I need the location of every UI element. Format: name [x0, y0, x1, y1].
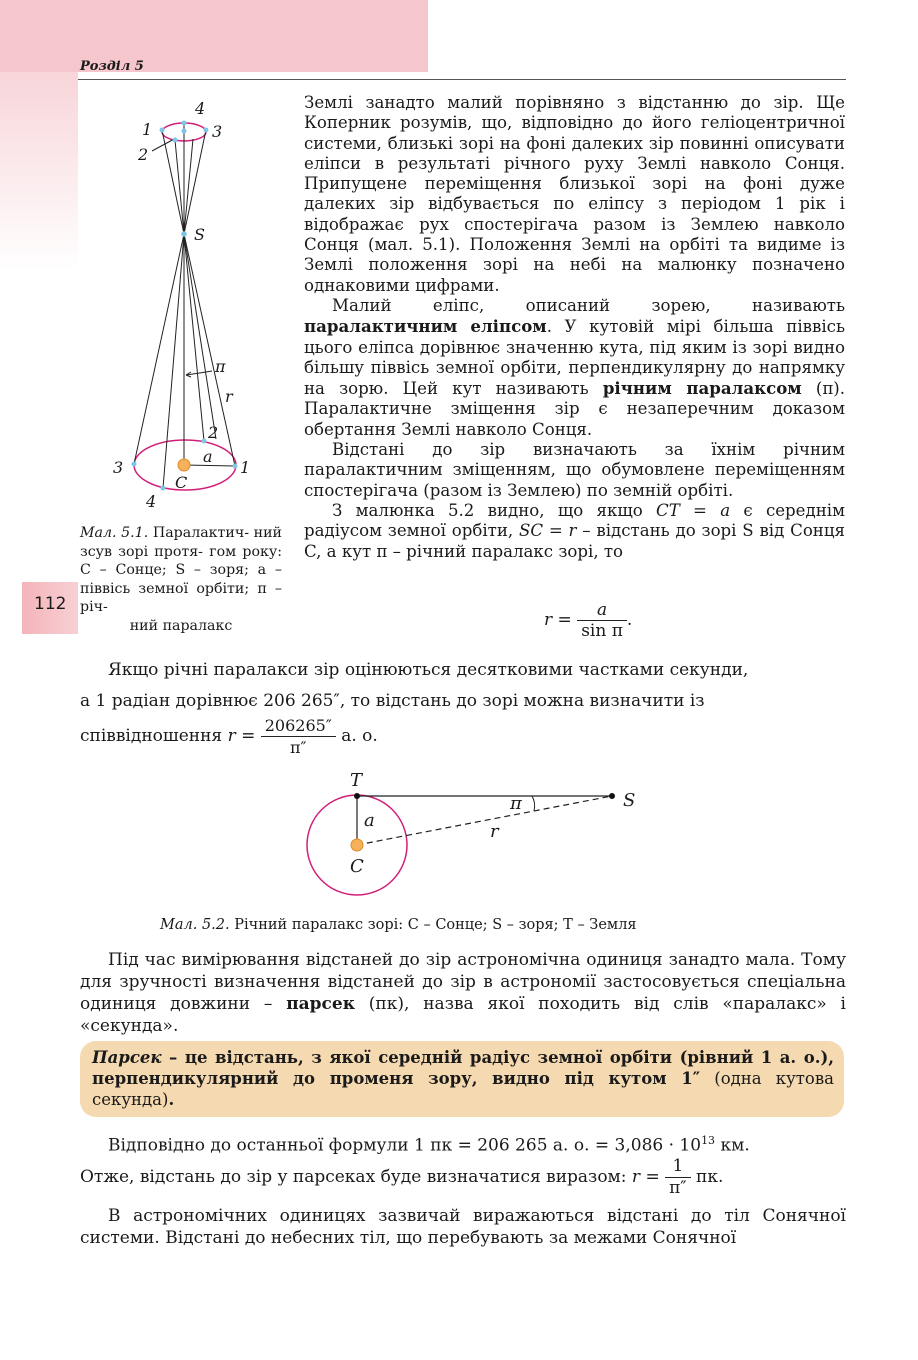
label-bot-4: 4: [146, 492, 157, 511]
label-pi: π: [510, 793, 522, 814]
label-bot-3: 3: [113, 458, 124, 477]
figure-5-2-caption: Мал. 5.2. Річний паралакс зорі: C – Сонце; S – зоря; T – Земля: [160, 917, 637, 933]
sun-dot: [178, 459, 190, 471]
therefore-line: Отже, відстань до зір у парсеках буде визначатися виразом: r = $\frac{1}{\pi''}$ пк.: [80, 1156, 724, 1198]
label-s: S: [623, 790, 636, 811]
label-top-3: 3: [212, 122, 223, 141]
label-sun-c: C: [175, 473, 188, 492]
label-r: r: [225, 387, 233, 406]
last-paragraph: В астрономічних одиницях зазвичай виражаються відстані до тіл Сонячної системи. Відстані до небесних тіл, що перебувають за межами Сонячної: [80, 1206, 846, 1248]
label-a: a: [364, 810, 375, 831]
label-t: T: [350, 770, 363, 791]
paragraph: Землі занадто малий порівняно з відстанню до зір. Ще Коперник розумів, що, відповідно до його геліоцентричної системи, близькі зорі на фоні далеких зір повинні описувати еліпси в результаті річного руху Землі навколо Сонця. Припущене переміщення близької зорі на фоні дуже далеких зір відбувається по еліпсу з періодом 1 рік і відображає рух спостерігача разом із Землею навколо Сонця (мал. 5.1). Положення Землі на орбіті та видиме із Землі положення зорі на небі на малюнку позначено однаковими цифрами.: [304, 93, 845, 295]
figure-5-2: [300, 765, 660, 905]
label-bot-2: 2: [208, 423, 219, 442]
parsec-paragraph: Під час вимірювання відстаней до зір астрономічна одиниця занадто мала. Тому для зручності визначення відстаней до зір в астрономії застосовується спеціальна одиниця довжини – парсек (пк), назва якої походить від слів «паралакс» і «секунда».: [80, 950, 846, 1036]
parsec-formula-line: Відповідно до останньої формули 1 пк = 206 265 а. о. = $3,086 \cdot 10^{13}$ км.: [108, 1134, 750, 1156]
decor-band: [0, 0, 428, 72]
label-top-4: 4: [195, 99, 206, 118]
caption-title: Мал. 5.1.: [80, 525, 149, 541]
paragraph: Малий еліпс, описаний зорею, називають паралактичним еліпсом. У кутовій мірі більша піввісь цього еліпса дорівнює значенню кута, під яким із зорі видно більшу піввісь земної орбіти, перпендикулярну до напрямку на зорю. Цей кут називають річним паралаксом (π). Паралактичне зміщення зір є незаперечним доказом обертання Землі навколо Сонця.: [304, 295, 845, 439]
sun-dot: [351, 839, 363, 851]
column-text: [304, 93, 845, 562]
paragraph: З малюнка 5.2 видно, що якщо CT = a є середнім радіусом земної орбіти, SC = r – відстань до зорі S від Сонця C, а кут π – річний паралакс зорі, то: [304, 500, 846, 561]
label-bot-1: 1: [240, 458, 251, 477]
label-top-1: 1: [142, 120, 153, 139]
label-pi: π: [215, 357, 226, 376]
label-c: C: [350, 856, 364, 877]
figure-5-1: [100, 92, 290, 512]
label-bot-a: a: [203, 447, 213, 466]
paragraph: Відстані до зір визначають за їхнім річним паралактичним зміщенням, що обумовлене переміщенням спостерігача (разом із Землею) по земній орбіті.: [304, 440, 845, 500]
label-star-s: S: [194, 225, 205, 244]
header-rule: [78, 79, 846, 80]
page-number: 112: [34, 594, 67, 614]
label-r: r: [490, 821, 499, 842]
formula-r-a-sin: r = $\frac{a}{\text{sin π}}$ .: [544, 600, 633, 641]
parsec-definition: Парсек – це відстань, з якої середній радіус земної орбіти (рівний 1 а. о.), перпендикулярний до променя зору, видно під кутом 1″ (одна кутова секунда).: [92, 1048, 834, 1109]
figure-5-1-caption: Мал. 5.1. Паралактич- ний зсув зорі протя- гом року: C – Сонце; S – зоря; a – піввісь земної орбіти; π – річ- ний паралакс: [80, 525, 283, 634]
label-top-2: 2: [138, 145, 149, 164]
section-label: Розділ 5: [80, 59, 144, 74]
seconds-paragraph: Якщо річні паралакси зір оцінюються десятковими частками секунди, а 1 радіан дорівнює 206 265″, то відстань до зорі можна визначити із співвідношення r = $\frac{206265''}{\pi''}$ а. о.: [80, 660, 749, 757]
